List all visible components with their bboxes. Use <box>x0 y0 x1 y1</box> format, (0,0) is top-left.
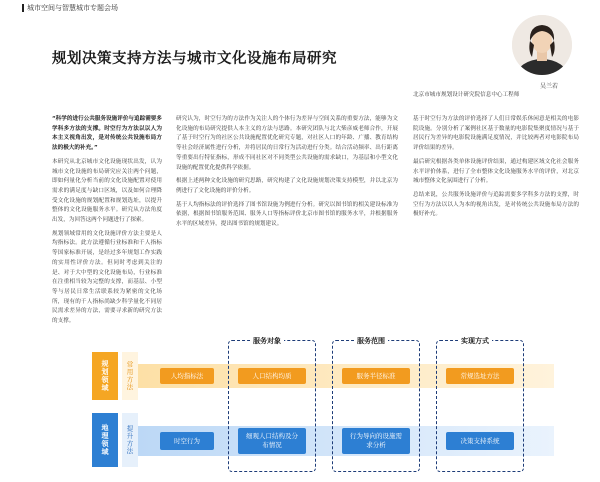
section-label: 城市空间与智慧城市专题会场 <box>27 4 118 12</box>
paragraph: 最后研究根据各类单体设施评价结果，通过构建区域文化社会服务水平评价体系，进行了全市整体文化设施服务水平的评价，对北京城市整体文化氛围进行了分析。 <box>413 158 579 185</box>
node-per-capita-method: 人均指标法 <box>160 368 214 384</box>
article-title: 规划决策支持方法与城市文化设施布局研究 <box>52 51 337 67</box>
paragraph: 规划领域常用的文化设施评价方法主要是人均指标法。此方法遵循行业标准和千人指标等国家标准开展，是经过多年规划工作实践的实用性评价方法。但同时考虑到关注的是、对于大中型的文化设施布局，行业标准在注重相当较为完整的支撑，而基层、小型等与居民日常生活联系较为紧密的文化场所，现有的千人指标尚缺少科学量化不同居民需求差异的方法，需要寻求新的研究方法的支撑。 <box>52 230 162 325</box>
method-label-improved: 提升方法 <box>122 413 138 467</box>
column-header-approach: 实现方式 <box>458 336 492 346</box>
author-portrait-illustration <box>512 15 572 75</box>
paragraph: 基于人均指标法的评价选择了图书馆设施为例进行分析。研究以图书馆的相关建设标准为依据，根据图书馆服务范围、服务人口等指标评价北京市图书馆的服务水平，并根据服务水平的区域差异，提出图书馆的规划建议。 <box>176 201 398 228</box>
column-header-range: 服务范围 <box>354 336 388 346</box>
paragraph: 本研究从北京城市文化设施现状出发，认为城市文化设施的布局研究应关注两个问题，即如何量化分析当前的文化设施配置对使用需求的满足度与缺口区域，以及如何合理降受文化设施的规划配置和规划选址，以提升整体的文化设施服务水平。研究从方法角度出发，为回答这两个问题进行了探索。 <box>52 158 162 224</box>
text-column-3 <box>413 115 579 224</box>
author-portrait <box>512 15 572 75</box>
node-demand-analysis: 行为导向的设施需求分析 <box>342 428 410 454</box>
node-population-distribution: 细观人口结构及分布情况 <box>238 428 306 454</box>
author-name: 吴兰若 <box>540 83 559 90</box>
row-label-geography: 地理领域 <box>92 413 118 467</box>
node-decision-support: 决策支持系统 <box>446 432 514 450</box>
node-service-radius: 服务半径标准 <box>342 368 410 384</box>
text-column-2 <box>176 115 398 234</box>
column-frame-approach <box>436 340 524 472</box>
row-label-planning: 规划领域 <box>92 352 118 400</box>
method-diagram <box>84 334 554 474</box>
node-population-homogeneous: 人口结构均质 <box>238 368 306 384</box>
paragraph: 根据上述两种文化设施的研究思路，研究构建了文化设施规划决策支持模型，并以北京为例进行了文化设施的评价分析。 <box>176 178 398 194</box>
text-column-1 <box>52 115 162 331</box>
node-spacetime-behavior: 时空行为 <box>160 432 214 450</box>
pull-quote: “科学的进行公共服务设施评价与追踪需要多学科多方法的支撑。时空行为方法以以人为本主义视角出发，是对传统公共设施布局方法的极大的补充。” <box>52 116 162 152</box>
paragraph: 基于时空行为方法的评价选择了人们日常娱乐休闲意是相关的电影院设施。分别分析了案例社区基于数量的电影院集聚度情况与基于居民行为差异的电影院设施满足度情况，并比较两者对电影院布局评价结果的差异。 <box>413 116 579 152</box>
author-affiliation: 北京市城市规划设计研究院信息中心工程师 <box>413 92 520 98</box>
section-tag <box>22 3 118 13</box>
paragraph: 总结来说，公共服务设施评价与追踪需要多学科多方法的支撑，时空行为方法以以人为本的视角出发，是对传统公共设施布局方法的极好补充。 <box>413 191 579 218</box>
section-marker <box>22 4 24 12</box>
method-label-common: 常用方法 <box>122 352 138 400</box>
paragraph: 研究认为，时空行为的方法作为关注人的个体行为差异与空间关系的重要方法，能够为文化设施的布局研究提供人本主义的方法与思路。本研究团队与北大柴彦威老师合作，开展了基于时空行为的社区公共设施配置优化研究专题，对社区人口的年龄、广播、教育结构等社会经济属性进行分析，并将居民的日常行为活动进行分类。结合活动频率、出行距离等重要出行特征指标，形成不同社区对不同类型公共设施的需求缺口，为基层和小型文化设施的配置优化提供科学依据。 <box>176 116 398 171</box>
node-site-selection: 常规选址方法 <box>446 368 514 384</box>
column-header-target: 服务对象 <box>250 336 284 346</box>
